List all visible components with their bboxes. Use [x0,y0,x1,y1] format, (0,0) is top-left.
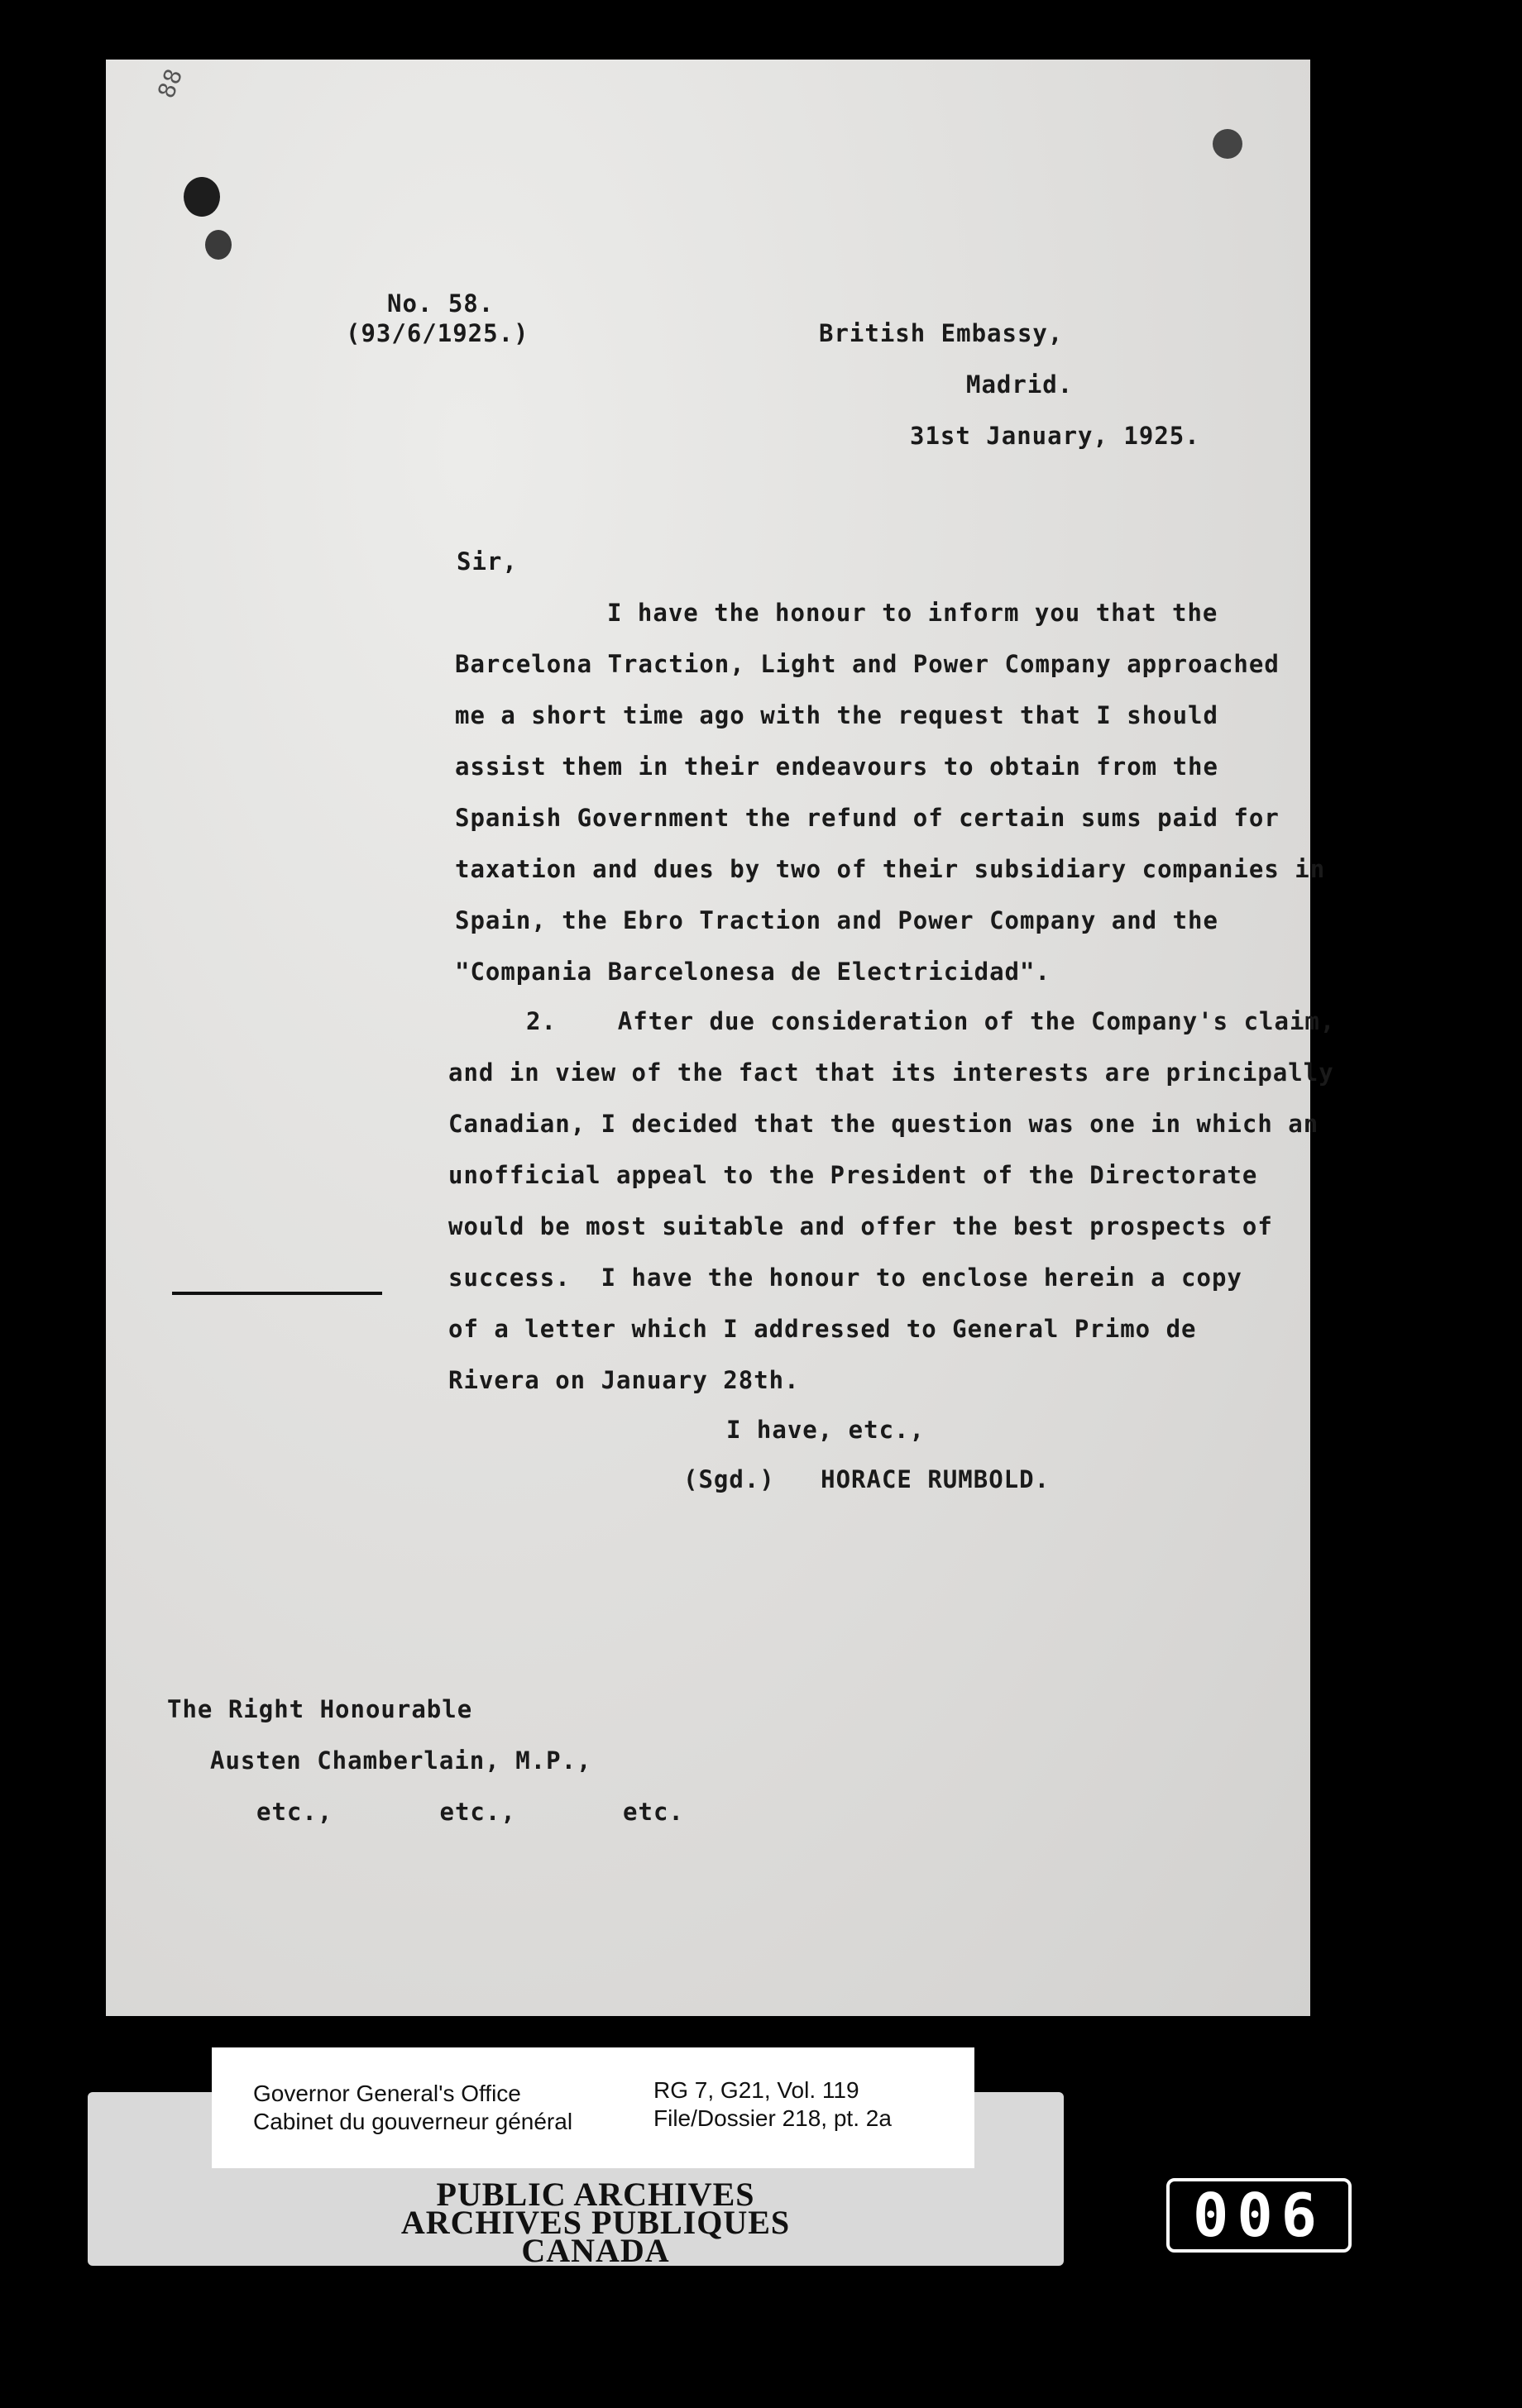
letter-date: 31st January, 1925. [910,422,1200,450]
para1-line: Spanish Government the refund of certain sums paid for [455,804,1280,832]
ink-spot [1213,129,1242,159]
para2-line: 2. After due consideration of the Company's claim, [526,1007,1336,1035]
para2-line: of a letter which I addressed to General Primo de [448,1315,1197,1343]
margin-pencil-number: 88 [152,64,189,102]
para1-line: Spain, the Ebro Traction and Power Company and the [455,906,1218,934]
punch-hole-bottom [205,230,232,260]
tag-office-fr: Cabinet du gouverneur général [253,2109,573,2134]
para2-line: Canadian, I decided that the question was one in which an [448,1110,1319,1138]
para1-line: I have the honour to inform you that the [607,599,1218,627]
para1-line: "Compania Barcelonesa de Electricidad". [455,958,1051,986]
para2-line: Rivera on January 28th. [448,1366,800,1394]
para1-line: assist them in their endeavours to obtain from the [455,752,1218,781]
tag-file: File/Dossier 218, pt. 2a [653,2105,892,2131]
para2-line: would be most suitable and offer the best prospects of [448,1212,1273,1240]
para1-line: taxation and dues by two of their subsidiary companies in [455,855,1326,883]
archives-stamp-line2: ARCHIVES PUBLIQUES [400,2204,791,2241]
archives-stamp-line1: PUBLIC ARCHIVES [436,2176,755,2213]
para2-line: unofficial appeal to the President of the Directorate [448,1161,1258,1189]
addressee-line: etc., etc., etc. [256,1798,684,1826]
sender-address: British Embassy, [819,319,1064,347]
salutation: Sir, [457,547,518,576]
para2-line: and in view of the fact that its interests are principally [448,1058,1334,1087]
para1-line: Barcelona Traction, Light and Power Company approached [455,650,1280,678]
tag-ref: RG 7, G21, Vol. 119 [653,2077,859,2103]
closing: I have, etc., [726,1416,925,1444]
para1-line: me a short time ago with the request that I should [455,701,1218,729]
sender-city: Madrid. [966,370,1074,399]
punch-hole-top [184,177,220,217]
letter-ref-file: (93/6/1925.) [346,319,529,347]
tag-office-en: Governor General's Office [253,2081,521,2106]
margin-rule [172,1292,382,1295]
archives-stamp-line3: CANADA [521,2232,670,2269]
frame-number: 006 [1166,2178,1352,2253]
addressee-line: The Right Honourable [167,1695,473,1723]
addressee-line: Austen Chamberlain, M.P., [210,1746,592,1775]
signature: (Sgd.) HORACE RUMBOLD. [683,1465,1051,1493]
para2-line: success. I have the honour to enclose herein a copy [448,1264,1242,1292]
letter-ref-number: No. 58. [387,289,495,318]
